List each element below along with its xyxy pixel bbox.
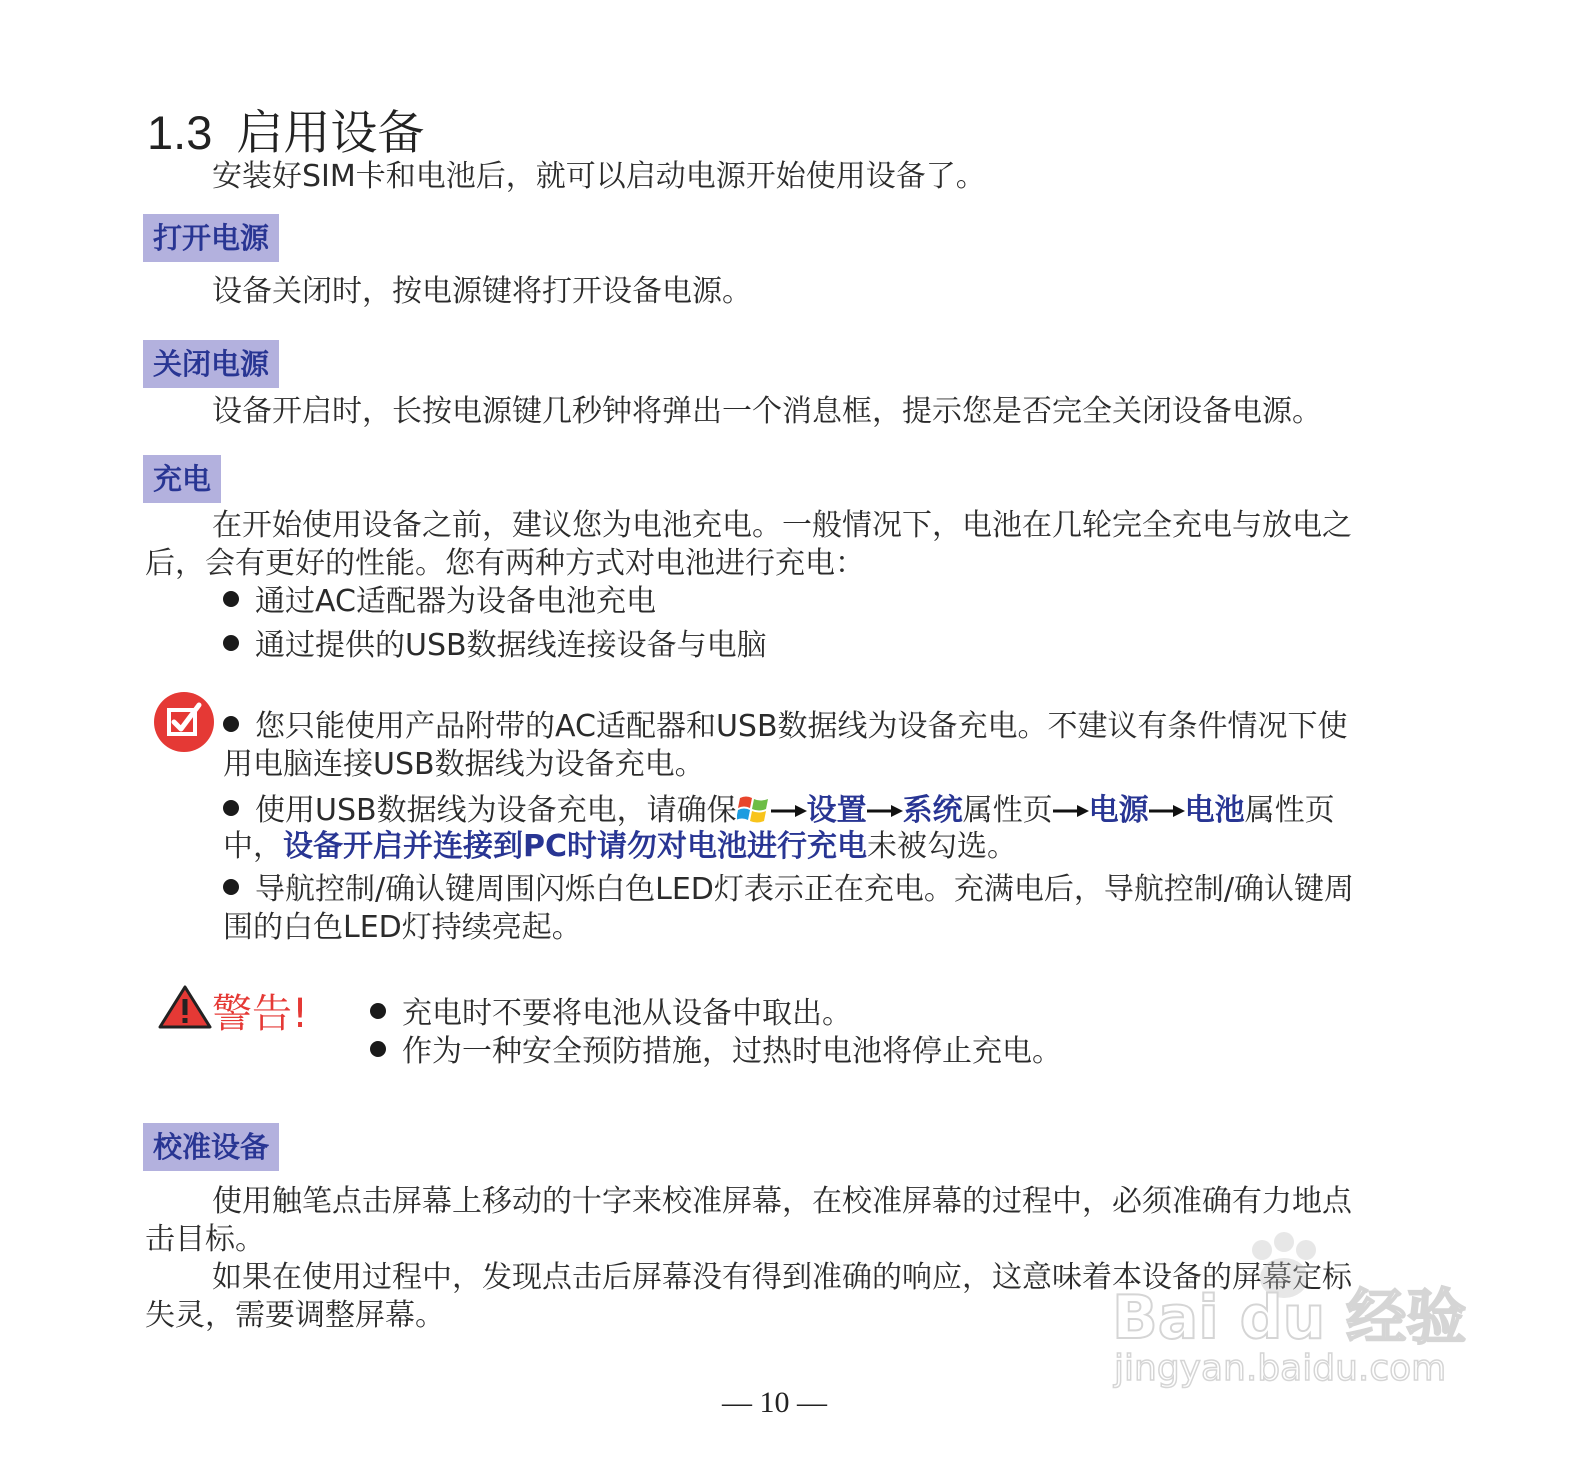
bullet-dot [223,879,239,895]
note-2-line2 [223,828,1017,866]
bullet-dot [223,716,239,732]
page-number: — 10 — [722,1386,827,1419]
power-highlight: 电源 [1088,793,1149,828]
charge-bullet-2 [223,627,767,665]
charge-bullet-1-text: 通过AC适配器为设备电池充电 [255,584,656,619]
power-on-label: 打开电源 [143,214,279,262]
warning-label: 警告! [212,991,309,1037]
note-2-pre: 使用USB数据线为设备充电，请确保 [255,793,737,828]
bullet-dot [223,591,239,607]
note-1-line1-text: 您只能使用产品附带的AC适配器和USB数据线为设备充电。不建议有条件情况下使 [255,709,1348,744]
intro-text: 安装好SIM卡和电池后，就可以启动电源开始使用设备了。 [212,159,986,194]
power-off-text: 设备开启时，长按电源键几秒钟将弹出一个消息框，提示您是否完全关闭设备电源。 [212,394,1322,429]
section-title [147,96,424,163]
system-highlight: 系统 [902,793,963,828]
charge-bullet-2-text: 通过提供的USB数据线连接设备与电脑 [255,628,767,663]
checkbox-note-icon [153,691,215,753]
warning-bullet-1 [370,995,852,1033]
battery-highlight: 电池 [1184,793,1245,828]
calibrate-p2-line2: 失灵，需要调整屏幕。 [145,1298,445,1333]
note-1-line1 [223,708,1348,746]
property-page-text: 属性页 [1244,793,1335,828]
arrow-right-icon [1053,790,1089,828]
power-on-text: 设备关闭时，按电源键将打开设备电源。 [212,274,752,309]
note-3-line1 [223,871,1354,909]
section-heading: 启用设备 [236,106,425,161]
note-2-line2-pre: 中， [223,829,283,864]
baidu-watermark [1112,1230,1482,1400]
arrow-right-icon [867,790,903,828]
calibrate-p1-line1: 使用触笔点击屏幕上移动的十字来校准屏幕，在校准屏幕的过程中，必须准确有力地点 [212,1184,1352,1219]
warning-triangle-icon [158,985,212,1029]
note-2-line1 [223,790,1335,830]
settings-highlight: 设置 [806,793,867,828]
warning-bullet-1-text: 充电时不要将电池从设备中取出。 [402,996,852,1031]
watermark-url: jingyan.baidu.com [1114,1348,1447,1389]
note-2-line2-post: 未被勾选。 [867,829,1018,864]
bullet-dot [223,800,239,816]
charge-paragraph-line2: 后，会有更好的性能。您有两种方式对电池进行充电： [145,546,865,581]
charge-label: 充电 [143,455,221,503]
calibrate-p2-line1: 如果在使用过程中，发现点击后屏幕没有得到准确的响应，这意味着本设备的屏幕定标 [212,1260,1352,1295]
charge-bullet-1 [223,583,656,621]
arrow-right-icon [771,790,807,828]
bullet-dot [370,1003,386,1019]
note-3-line2: 围的白色LED灯持续亮起。 [223,910,582,945]
warning-bullet-2 [370,1033,1062,1071]
property-page-text: 属性页 [962,793,1053,828]
watermark-brand: Bai du 经验 [1112,1283,1467,1353]
note-1-line2: 用电脑连接USB数据线为设备充电。 [223,747,705,782]
bullet-dot [370,1041,386,1057]
note-3-line1-text: 导航控制/确认键周围闪烁白色LED灯表示正在充电。充满电后，导航控制/确认键周 [255,872,1354,907]
charge-paragraph-line1: 在开始使用设备之前，建议您为电池充电。一般情况下，电池在几轮完全充电与放电之 [212,508,1352,543]
warning-bullet-2-text: 作为一种安全预防措施，过热时电池将停止充电。 [402,1034,1062,1069]
power-off-label: 关闭电源 [143,340,279,388]
arrow-right-icon [1149,790,1185,828]
calibrate-p1-line2: 击目标。 [145,1222,265,1257]
bullet-dot [223,635,239,651]
windows-start-icon [737,794,771,824]
calibrate-label: 校准设备 [143,1123,279,1171]
section-number: 1.3 [147,106,213,159]
charging-option-highlight: 设备开启并连接到PC时请勿对电池进行充电 [283,829,868,864]
